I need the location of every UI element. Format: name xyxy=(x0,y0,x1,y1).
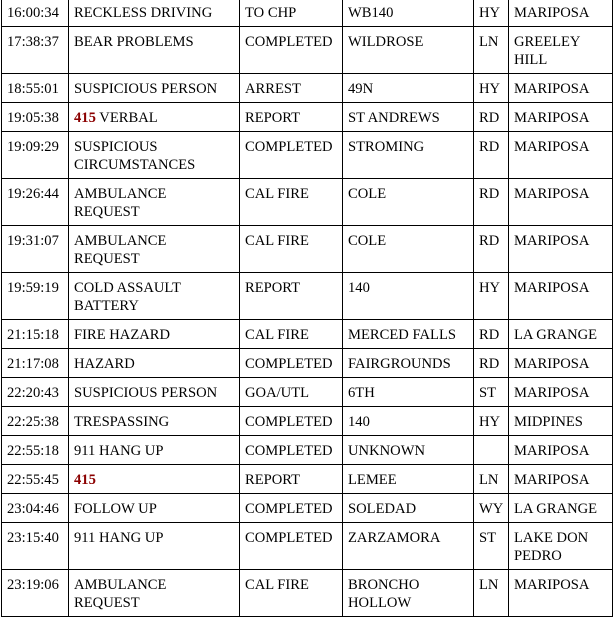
time-cell xyxy=(2,27,69,74)
city-cell-text: MARIPOSA xyxy=(514,139,590,155)
location-cell-text: UNKNOWN xyxy=(348,443,426,459)
street-suffix-cell xyxy=(474,0,509,27)
location-cell-text: 49N xyxy=(348,81,374,97)
call-type-cell xyxy=(69,273,240,320)
street-suffix-cell-text: LN xyxy=(479,34,499,50)
table-row xyxy=(2,349,613,378)
location-cell xyxy=(343,523,474,570)
street-suffix-cell xyxy=(474,226,509,273)
location-cell xyxy=(343,349,474,378)
disposition-cell-text: TO CHP xyxy=(245,5,297,21)
time-cell-text: 19:05:38 xyxy=(7,110,59,126)
call-type-cell xyxy=(69,436,240,465)
table-row xyxy=(2,179,613,226)
city-cell-text: MARIPOSA xyxy=(514,385,590,401)
street-suffix-cell-text: HY xyxy=(479,81,501,97)
location-cell-text: BRONCHO HOLLOW xyxy=(348,577,420,611)
call-type-text: VERBAL xyxy=(95,110,158,126)
time-cell xyxy=(2,273,69,320)
disposition-cell xyxy=(240,103,343,132)
time-cell xyxy=(2,103,69,132)
table-row xyxy=(2,27,613,74)
city-cell-text: MARIPOSA xyxy=(514,5,590,21)
table-row xyxy=(2,132,613,179)
time-cell xyxy=(2,407,69,436)
street-suffix-cell-text: HY xyxy=(479,5,501,21)
location-cell-text: SOLEDAD xyxy=(348,501,417,517)
time-cell-text: 23:19:06 xyxy=(7,577,59,593)
disposition-cell-text: REPORT xyxy=(245,280,301,296)
disposition-cell xyxy=(240,465,343,494)
call-type-text: AMBULANCE REQUEST xyxy=(74,577,171,611)
disposition-cell xyxy=(240,27,343,74)
disposition-cell-text: CAL FIRE xyxy=(245,577,309,593)
call-type-text: SUSPICIOUS PERSON xyxy=(74,81,218,97)
disposition-cell xyxy=(240,349,343,378)
incident-log-body xyxy=(2,0,613,617)
disposition-cell-text: REPORT xyxy=(245,110,301,126)
call-type-text: 911 HANG UP xyxy=(74,443,164,459)
call-type-cell xyxy=(69,27,240,74)
location-cell xyxy=(343,27,474,74)
disposition-cell xyxy=(240,407,343,436)
location-cell-text: ST ANDREWS xyxy=(348,110,440,126)
street-suffix-cell xyxy=(474,436,509,465)
city-cell xyxy=(509,349,613,378)
time-cell xyxy=(2,465,69,494)
city-cell-text: GREELEY HILL xyxy=(514,34,580,68)
call-type-cell xyxy=(69,103,240,132)
time-cell-text: 22:55:18 xyxy=(7,443,59,459)
time-cell xyxy=(2,523,69,570)
location-cell xyxy=(343,103,474,132)
street-suffix-cell-text: HY xyxy=(479,414,501,430)
table-row xyxy=(2,407,613,436)
location-cell xyxy=(343,74,474,103)
table-row xyxy=(2,0,613,27)
time-cell-text: 19:09:29 xyxy=(7,139,59,155)
street-suffix-cell xyxy=(474,494,509,523)
city-cell-text: LAKE DON PEDRO xyxy=(514,530,589,564)
city-cell-text: MARIPOSA xyxy=(514,356,590,372)
call-type-text: BEAR PROBLEMS xyxy=(74,34,194,50)
location-cell-text: MERCED FALLS xyxy=(348,327,456,343)
location-cell xyxy=(343,465,474,494)
call-type-cell xyxy=(69,132,240,179)
time-cell-text: 19:59:19 xyxy=(7,280,59,296)
street-suffix-cell-text: RD xyxy=(479,356,500,372)
call-type-text: COLD ASSAULT BATTERY xyxy=(74,280,185,314)
city-cell xyxy=(509,132,613,179)
disposition-cell-text: COMPLETED xyxy=(245,34,333,50)
time-cell-text: 23:15:40 xyxy=(7,530,59,546)
city-cell-text: MIDPINES xyxy=(514,414,583,430)
city-cell-text: MARIPOSA xyxy=(514,280,590,296)
call-type-cell xyxy=(69,378,240,407)
city-cell-text: MARIPOSA xyxy=(514,81,590,97)
city-cell xyxy=(509,523,613,570)
city-cell xyxy=(509,103,613,132)
table-row xyxy=(2,494,613,523)
location-cell-text: COLE xyxy=(348,233,387,249)
street-suffix-cell xyxy=(474,378,509,407)
location-cell xyxy=(343,273,474,320)
time-cell xyxy=(2,226,69,273)
street-suffix-cell xyxy=(474,523,509,570)
call-type-cell xyxy=(69,320,240,349)
disposition-cell xyxy=(240,523,343,570)
time-cell xyxy=(2,74,69,103)
call-type-text: AMBULANCE REQUEST xyxy=(74,233,171,267)
call-type-text: TRESPASSING xyxy=(74,414,170,430)
time-cell xyxy=(2,378,69,407)
street-suffix-cell-text: LN xyxy=(479,472,499,488)
street-suffix-cell xyxy=(474,349,509,378)
location-cell-text: LEMEE xyxy=(348,472,397,488)
penal-code-label: 415 xyxy=(74,110,96,126)
table-row xyxy=(2,74,613,103)
street-suffix-cell xyxy=(474,179,509,226)
call-type-text: RECKLESS DRIVING xyxy=(74,5,213,21)
call-type-cell xyxy=(69,570,240,617)
street-suffix-cell xyxy=(474,320,509,349)
location-cell-text: WB140 xyxy=(348,5,394,21)
street-suffix-cell-text: RD xyxy=(479,186,500,202)
disposition-cell xyxy=(240,570,343,617)
city-cell xyxy=(509,320,613,349)
time-cell-text: 17:38:37 xyxy=(7,34,59,50)
disposition-cell xyxy=(240,0,343,27)
call-type-text: HAZARD xyxy=(74,356,135,372)
call-type-cell xyxy=(69,523,240,570)
location-cell xyxy=(343,407,474,436)
time-cell-text: 19:26:44 xyxy=(7,186,59,202)
city-cell xyxy=(509,465,613,494)
time-cell xyxy=(2,132,69,179)
location-cell xyxy=(343,436,474,465)
call-type-cell xyxy=(69,226,240,273)
time-cell xyxy=(2,349,69,378)
call-type-cell xyxy=(69,349,240,378)
street-suffix-cell-text: WY xyxy=(479,501,504,517)
location-cell xyxy=(343,0,474,27)
street-suffix-cell-text: HY xyxy=(479,280,501,296)
city-cell-text: LA GRANGE xyxy=(514,501,598,517)
city-cell xyxy=(509,570,613,617)
city-cell-text: MARIPOSA xyxy=(514,186,590,202)
table-row xyxy=(2,226,613,273)
location-cell xyxy=(343,226,474,273)
street-suffix-cell xyxy=(474,465,509,494)
time-cell-text: 22:20:43 xyxy=(7,385,59,401)
time-cell-text: 21:17:08 xyxy=(7,356,59,372)
location-cell xyxy=(343,320,474,349)
table-row xyxy=(2,273,613,320)
street-suffix-cell-text: LN xyxy=(479,577,499,593)
time-cell xyxy=(2,570,69,617)
location-cell xyxy=(343,179,474,226)
table-row xyxy=(2,523,613,570)
location-cell xyxy=(343,570,474,617)
time-cell xyxy=(2,179,69,226)
street-suffix-cell xyxy=(474,74,509,103)
street-suffix-cell-text: RD xyxy=(479,233,500,249)
call-type-cell xyxy=(69,465,240,494)
disposition-cell xyxy=(240,378,343,407)
call-type-text: SUSPICIOUS PERSON xyxy=(74,385,218,401)
city-cell xyxy=(509,378,613,407)
time-cell xyxy=(2,436,69,465)
location-cell-text: ZARZAMORA xyxy=(348,530,441,546)
disposition-cell xyxy=(240,179,343,226)
disposition-cell-text: COMPLETED xyxy=(245,356,333,372)
call-type-cell xyxy=(69,179,240,226)
location-cell xyxy=(343,378,474,407)
city-cell xyxy=(509,273,613,320)
table-row xyxy=(2,465,613,494)
disposition-cell xyxy=(240,436,343,465)
time-cell-text: 16:00:34 xyxy=(7,5,59,21)
time-cell-text: 21:15:18 xyxy=(7,327,59,343)
disposition-cell-text: COMPLETED xyxy=(245,139,333,155)
disposition-cell-text: REPORT xyxy=(245,472,301,488)
table-row xyxy=(2,320,613,349)
street-suffix-cell-text: ST xyxy=(479,385,497,401)
street-suffix-cell xyxy=(474,132,509,179)
disposition-cell-text: GOA/UTL xyxy=(245,385,310,401)
table-row xyxy=(2,378,613,407)
location-cell xyxy=(343,132,474,179)
disposition-cell xyxy=(240,494,343,523)
city-cell-text: LA GRANGE xyxy=(514,327,598,343)
location-cell-text: WILDROSE xyxy=(348,34,424,50)
location-cell-text: 140 xyxy=(348,414,370,430)
call-type-text: FOLLOW UP xyxy=(74,501,157,517)
location-cell-text: 6TH xyxy=(348,385,375,401)
location-cell-text: COLE xyxy=(348,186,387,202)
street-suffix-cell xyxy=(474,27,509,74)
call-type-cell xyxy=(69,494,240,523)
city-cell xyxy=(509,179,613,226)
disposition-cell-text: CAL FIRE xyxy=(245,327,309,343)
location-cell-text: 140 xyxy=(348,280,370,296)
street-suffix-cell-text: RD xyxy=(479,327,500,343)
time-cell xyxy=(2,0,69,27)
city-cell-text: MARIPOSA xyxy=(514,577,590,593)
city-cell xyxy=(509,74,613,103)
time-cell-text: 19:31:07 xyxy=(7,233,59,249)
city-cell xyxy=(509,407,613,436)
street-suffix-cell-text: ST xyxy=(479,530,497,546)
city-cell-text: MARIPOSA xyxy=(514,472,590,488)
disposition-cell-text: ARREST xyxy=(245,81,301,97)
disposition-cell xyxy=(240,226,343,273)
street-suffix-cell xyxy=(474,273,509,320)
call-type-text: AMBULANCE REQUEST xyxy=(74,186,171,220)
time-cell-text: 22:25:38 xyxy=(7,414,59,430)
disposition-cell-text: COMPLETED xyxy=(245,414,333,430)
disposition-cell-text: CAL FIRE xyxy=(245,186,309,202)
disposition-cell xyxy=(240,74,343,103)
street-suffix-cell-text: RD xyxy=(479,110,500,126)
disposition-cell-text: COMPLETED xyxy=(245,443,333,459)
street-suffix-cell xyxy=(474,570,509,617)
disposition-cell-text: COMPLETED xyxy=(245,501,333,517)
time-cell-text: 22:55:45 xyxy=(7,472,59,488)
disposition-cell xyxy=(240,132,343,179)
city-cell xyxy=(509,436,613,465)
street-suffix-cell-text: RD xyxy=(479,139,500,155)
call-type-text: FIRE HAZARD xyxy=(74,327,171,343)
city-cell xyxy=(509,226,613,273)
disposition-cell-text: CAL FIRE xyxy=(245,233,309,249)
call-type-cell xyxy=(69,407,240,436)
location-cell-text: FAIRGROUNDS xyxy=(348,356,451,372)
call-type-text: 911 HANG UP xyxy=(74,530,164,546)
time-cell xyxy=(2,494,69,523)
city-cell-text: MARIPOSA xyxy=(514,110,590,126)
disposition-cell xyxy=(240,273,343,320)
city-cell-text: MARIPOSA xyxy=(514,443,590,459)
city-cell xyxy=(509,0,613,27)
street-suffix-cell xyxy=(474,407,509,436)
street-suffix-cell xyxy=(474,103,509,132)
location-cell-text: STROMING xyxy=(348,139,425,155)
city-cell xyxy=(509,27,613,74)
table-row xyxy=(2,103,613,132)
call-type-text: SUSPICIOUS CIRCUMSTANCES xyxy=(74,139,196,173)
time-cell xyxy=(2,320,69,349)
disposition-cell-text: COMPLETED xyxy=(245,530,333,546)
disposition-cell xyxy=(240,320,343,349)
time-cell-text: 23:04:46 xyxy=(7,501,59,517)
call-type-cell xyxy=(69,74,240,103)
table-row xyxy=(2,436,613,465)
time-cell-text: 18:55:01 xyxy=(7,81,59,97)
call-type-cell xyxy=(69,0,240,27)
location-cell xyxy=(343,494,474,523)
incident-log-table xyxy=(1,0,613,617)
city-cell-text: MARIPOSA xyxy=(514,233,590,249)
penal-code-label: 415 xyxy=(74,472,96,488)
city-cell xyxy=(509,494,613,523)
table-row xyxy=(2,570,613,617)
